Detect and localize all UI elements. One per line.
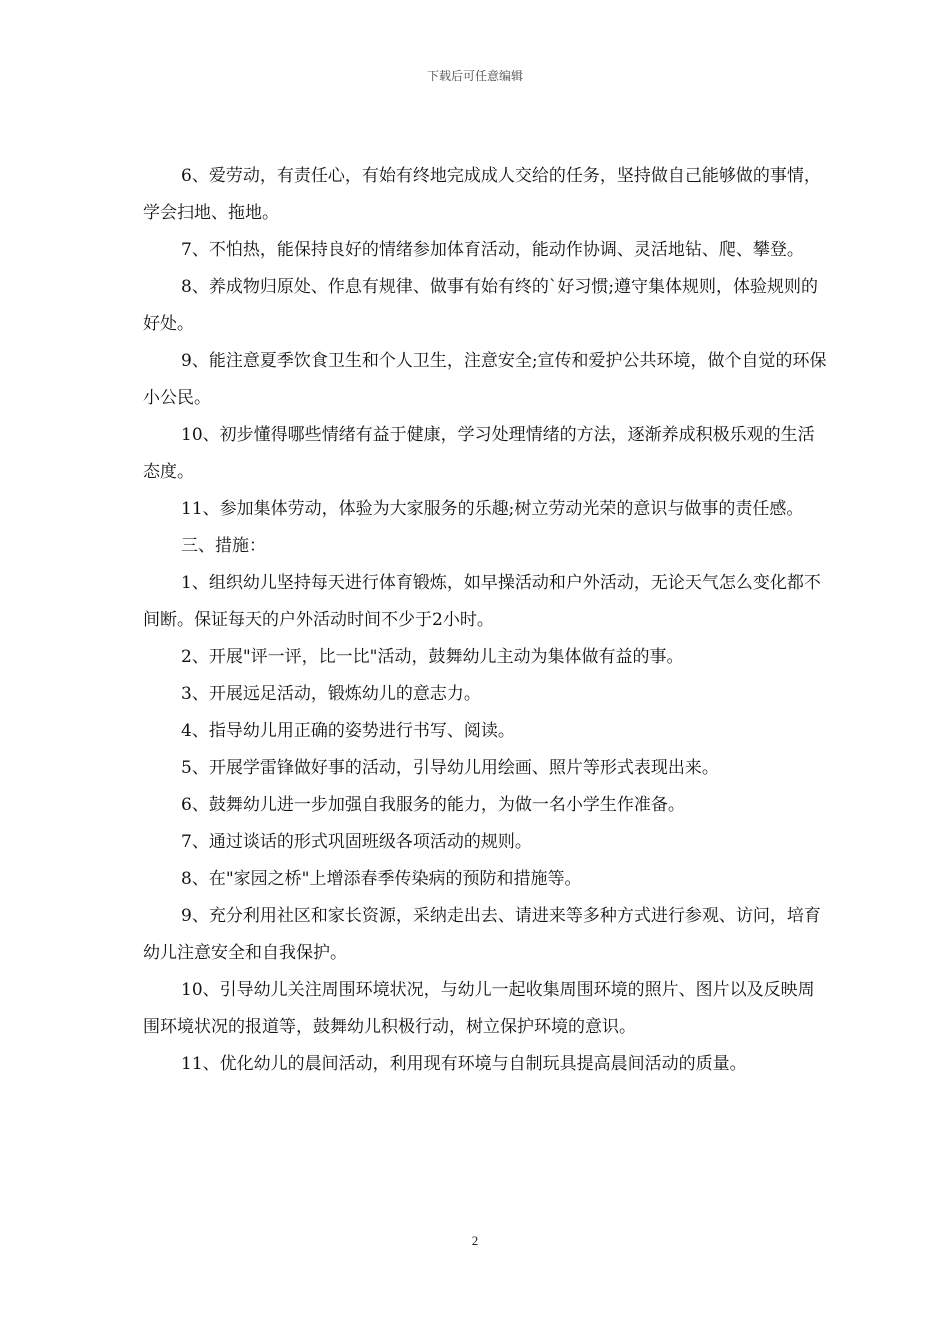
page-number: 2 <box>471 1233 479 1248</box>
paragraph-goal-6 <box>143 158 827 232</box>
paragraph-measure-2 <box>143 639 827 676</box>
paragraph-goal-11 <box>143 491 827 528</box>
paragraph-text: 10、初步懂得哪些情绪有益于健康，学习处理情绪的方法，逐渐养成积极 <box>181 425 730 445</box>
paragraph-text: 访问，培育幼儿注意安全和自我保护。 <box>143 906 821 963</box>
paragraph-text: 8、养成物归原处、作息有规律、做事有始有终的`好习惯;遵守集体规则， <box>181 277 734 297</box>
paragraph-measure-8 <box>143 861 827 898</box>
paragraph-measure-9 <box>143 898 827 972</box>
paragraph-text: 6、爱劳动，有责任心，有始有终地完成成人交给的任务，坚持做自己能够 <box>181 166 736 186</box>
paragraph-text: 4、指导幼儿用正确的姿势进行书写、阅读。 <box>181 721 515 741</box>
document-body <box>143 158 827 1083</box>
paragraph-text: 10、引导幼儿关注周围环境状况，与幼儿一起收集周围环境的照片、图片 <box>181 980 730 1000</box>
paragraph-text: 9、能注意夏季饮食卫生和个人卫生，注意安全;宣传和爱护公共环境，做 <box>181 351 725 371</box>
paragraph-text: 6、鼓舞幼儿进一步加强自我服务的能力，为做一名小学生作准备。 <box>181 795 685 815</box>
paragraph-measure-11 <box>143 1046 827 1083</box>
paragraph-measure-6 <box>143 787 827 824</box>
paragraph-text: 7、不怕热，能保持良好的情绪参加体育活动，能动作协调、灵活地钻、爬、 <box>181 240 753 260</box>
paragraph-text: 3、开展远足活动，锻炼幼儿的意志力。 <box>181 684 481 704</box>
paragraph-text: 乐观的生活态度。 <box>143 425 815 482</box>
paragraph-text: 2、开展"评一评，比一比"活动，鼓舞幼儿主动为集体做有益的事。 <box>181 647 684 667</box>
paragraph-text: 做的事情，学会扫地、拖地。 <box>143 166 821 223</box>
paragraph-text: 9、充分利用社区和家长资源，采纳走出去、请进来等多种方式进行参观、 <box>181 906 736 926</box>
paragraph-measure-7 <box>143 824 827 861</box>
paragraph-goal-9 <box>143 343 827 417</box>
paragraph-text: 个自觉的环保小公民。 <box>143 351 827 408</box>
paragraph-measure-4 <box>143 713 827 750</box>
paragraph-text: 么变化都不间断。保证每天的户外活动时间不少于2小时。 <box>143 573 821 630</box>
paragraph-text: 1、组织幼儿坚持每天进行体育锻炼，如早操活动和户外活动，无论天气怎 <box>181 573 736 593</box>
paragraph-measure-5 <box>143 750 827 787</box>
heading-text: 三、措施： <box>181 536 266 556</box>
paragraph-goal-8 <box>143 269 827 343</box>
paragraph-text: 体验规则的好处。 <box>143 277 819 334</box>
paragraph-text: 责任感。 <box>735 499 804 519</box>
paragraph-goal-7 <box>143 232 827 269</box>
paragraph-measure-10 <box>143 972 827 1046</box>
paragraph-text: 8、在"家园之桥"上增添春季传染病的预防和措施等。 <box>181 869 582 889</box>
page-header: 下载后可任意编辑 <box>426 69 523 83</box>
paragraph-text: 以及反映周围环境状况的报道等，鼓舞幼儿积极行动，树立保护环境的意识。 <box>143 980 815 1037</box>
paragraph-goal-10 <box>143 417 827 491</box>
paragraph-text: 攀登。 <box>752 240 804 260</box>
paragraph-measure-1 <box>143 565 827 639</box>
paragraph-text: 7、通过谈话的形式巩固班级各项活动的规则。 <box>181 832 532 852</box>
paragraph-text: 11、优化幼儿的晨间活动，利用现有环境与自制玩具提高晨间活动的质量。 <box>181 1054 747 1074</box>
paragraph-text: 11、参加集体劳动，体验为大家服务的乐趣;树立劳动光荣的意识与做事的 <box>181 499 736 519</box>
paragraph-text: 5、开展学雷锋做好事的活动，引导幼儿用绘画、照片等形式表现出来。 <box>181 758 719 778</box>
section-heading-measures <box>143 528 827 565</box>
paragraph-measure-3 <box>143 676 827 713</box>
